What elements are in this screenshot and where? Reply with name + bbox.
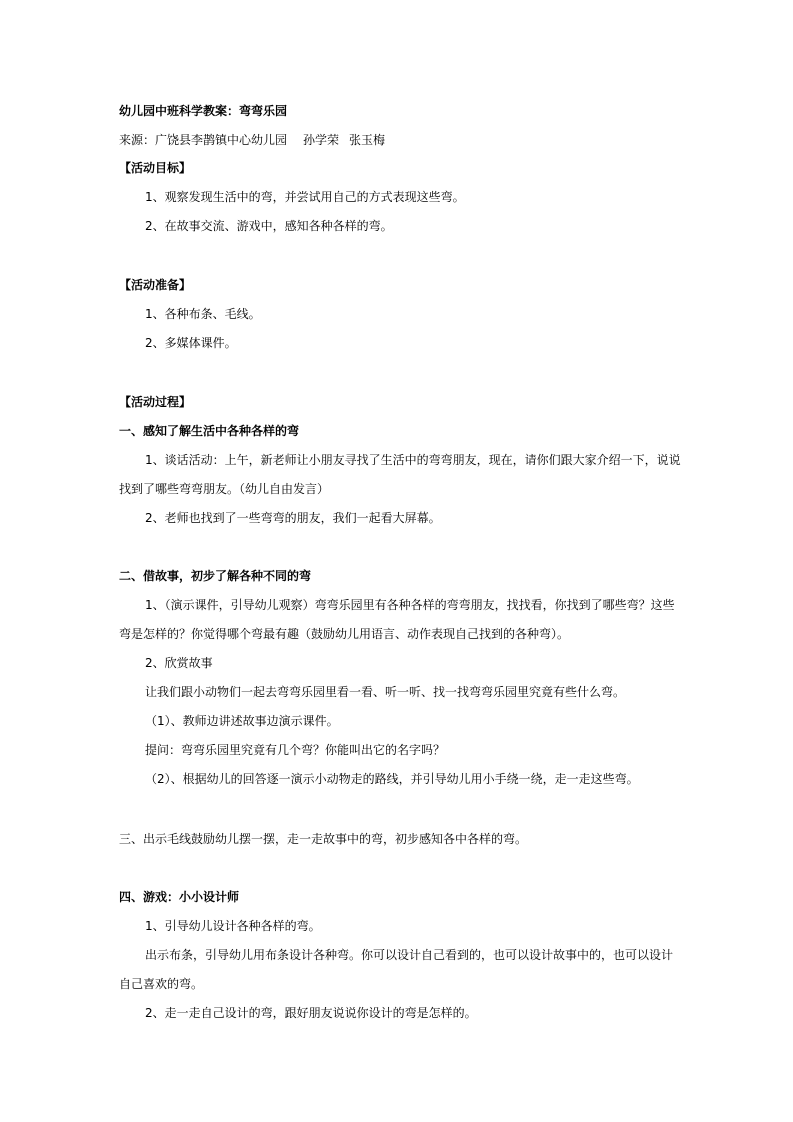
process-heading: 【活动过程】 [119,395,192,409]
section-4-paragraph-3: 2、走一走自己设计的弯，跟好朋友说说你设计的弯是怎样的。 [145,1006,477,1020]
author-2: 张玉梅 [349,133,386,147]
section-2-paragraph-1-line-1: 1、（演示课件，引导幼儿观察）弯弯乐园里有各种各样的弯弯朋友，找找看，你找到了哪些弯？这些 [145,598,675,612]
section-2-paragraph-1-line-2: 弯是怎样的？你觉得哪个弯最有趣（鼓励幼儿用语言、动作表现自己找到的各种弯）。 [119,627,570,641]
section-2-paragraph-4: （1）、教师边讲述故事边演示课件。 [145,714,339,728]
preparation-item-2: 2、多媒体课件。 [145,336,237,350]
source-label: 来源：广饶县李鹊镇中心幼儿园 [119,133,288,147]
document-title: 幼儿园中班科学教案：弯弯乐园 [119,104,288,118]
section-4-heading: 四、游戏：小小设计师 [119,890,240,904]
section-1-paragraph-2: 2、老师也找到了一些弯弯的朋友，我们一起看大屏幕。 [145,511,441,525]
goal-item-1: 1、观察发现生活中的弯，并尝试用自己的方式表现这些弯。 [145,190,465,204]
section-4-paragraph-1: 1、引导幼儿设计各种各样的弯。 [145,919,321,933]
section-2-heading: 二、借故事，初步了解各种不同的弯 [119,569,312,583]
preparation-item-1: 1、各种布条、毛线。 [145,307,261,321]
section-1-paragraph-1-line-2: 找到了哪些弯弯朋友。（幼儿自由发言） [119,482,330,496]
section-2-paragraph-3: 让我们跟小动物们一起去弯弯乐园里看一看、听一听、找一找弯弯乐园里究竟有些什么弯。 [145,685,626,699]
section-1-heading: 一、感知了解生活中各种各样的弯 [119,424,300,438]
goal-item-2: 2、在故事交流、游戏中，感知各种各样的弯。 [145,219,393,233]
section-2-paragraph-6: （2）、根据幼儿的回答逐一演示小动物走的路线，并引导幼儿用小手绕一绕，走一走这些弯。 [145,772,639,786]
section-4-paragraph-2-line-2: 自己喜欢的弯。 [119,977,204,991]
preparation-heading: 【活动准备】 [119,278,192,292]
section-2-paragraph-2: 2、欣赏故事 [145,656,213,670]
goals-heading: 【活动目标】 [119,161,192,175]
source-line [119,132,678,148]
section-3-heading: 三、出示毛线鼓励幼儿摆一摆，走一走故事中的弯，初步感知各中各样的弯。 [119,832,528,846]
section-1-paragraph-1-line-1: 1、谈话活动：上午，新老师让小朋友寻找了生活中的弯弯朋友，现在，请你们跟大家介绍一下，说说 [145,453,681,467]
section-4-paragraph-2-line-1: 出示布条，引导幼儿用布条设计各种弯。你可以设计自己看到的，也可以设计故事中的，也可以设计 [145,948,674,962]
author-1: 孙学荣 [303,133,340,147]
section-2-paragraph-5: 提问：弯弯乐园里究竟有几个弯？你能叫出它的名字吗？ [145,743,446,757]
